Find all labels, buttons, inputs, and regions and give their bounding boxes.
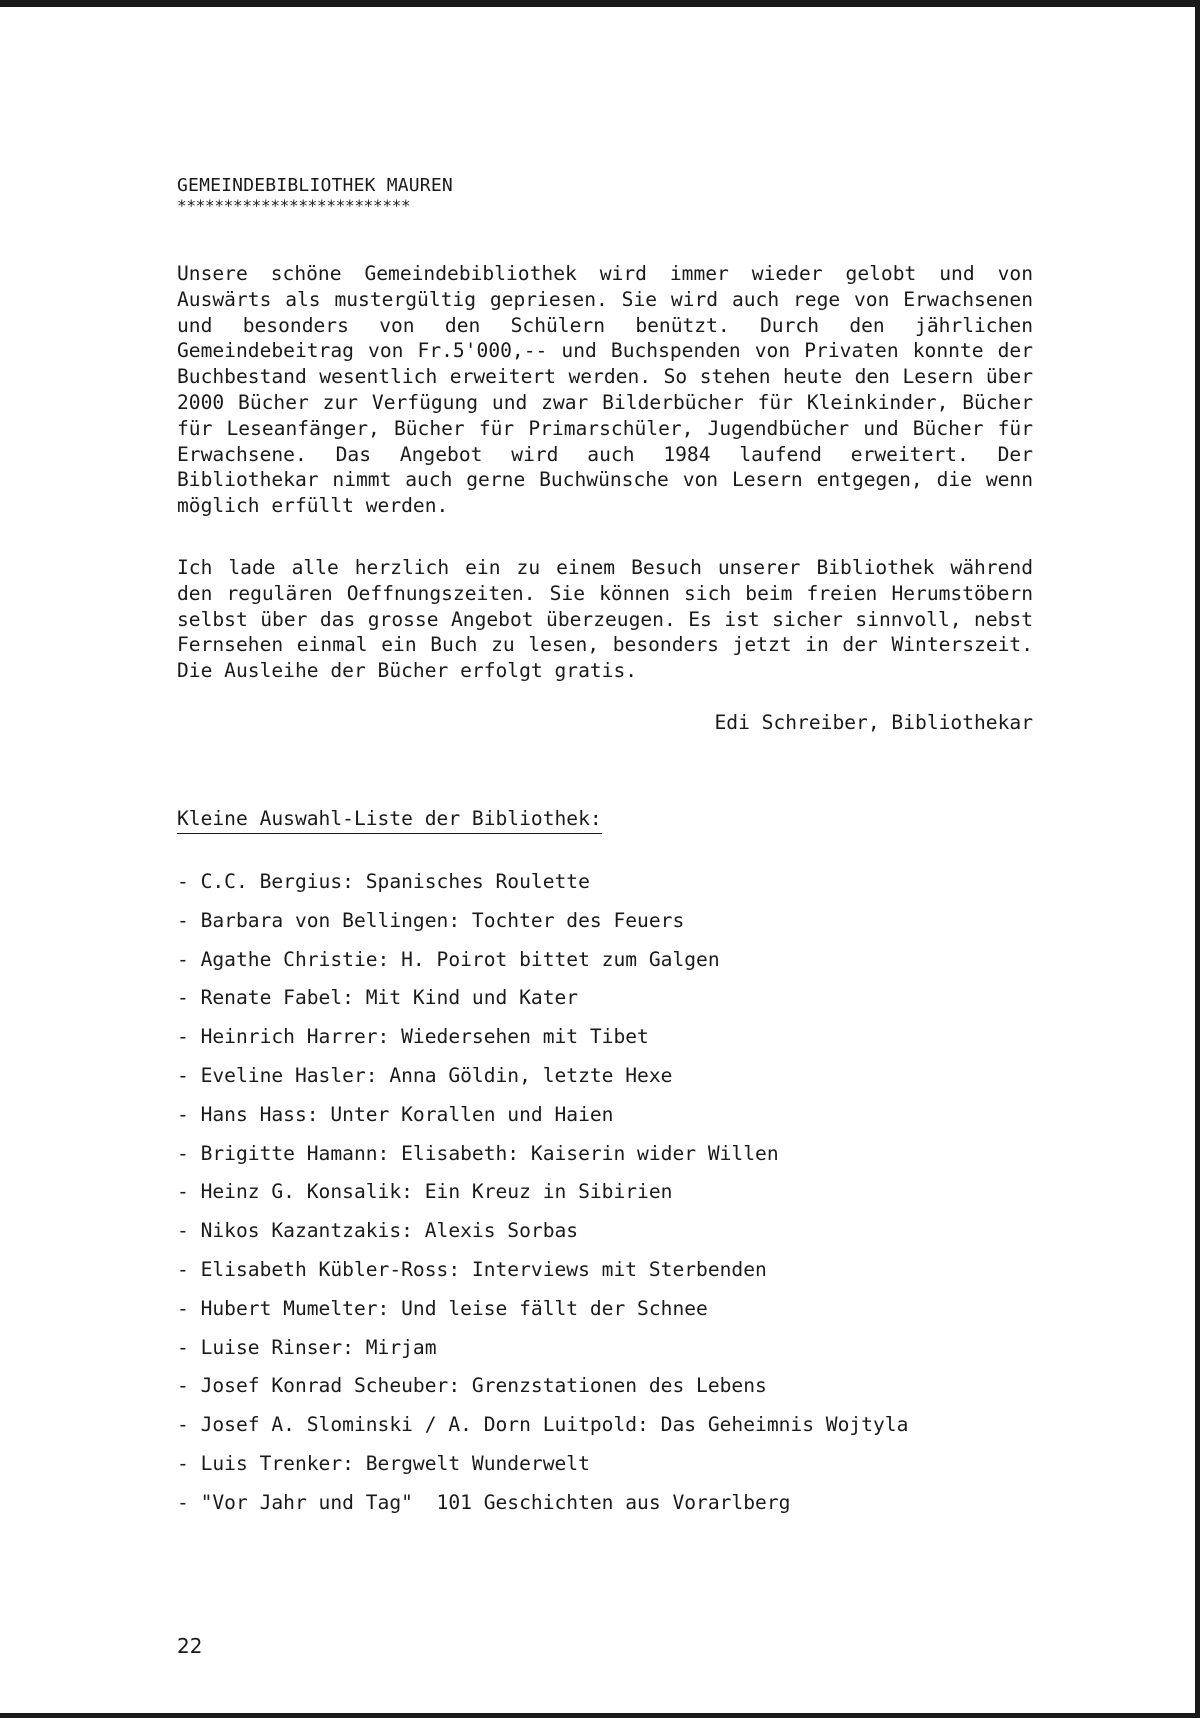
list-item: - Heinz G. Konsalik: Ein Kreuz in Sibirien [177, 1180, 673, 1204]
list-item: - "Vor Jahr und Tag" 101 Geschichten aus Vorarlberg [177, 1490, 791, 1514]
page-number: 22 [177, 1634, 203, 1658]
list-item: - Luise Rinser: Mirjam [177, 1335, 437, 1359]
list-item: - Heinrich Harrer: Wiedersehen mit Tibet [177, 1025, 649, 1049]
page-title: GEMEINDEBIBLIOTHEK MAUREN [177, 175, 453, 196]
list-item: - Josef A. Slominski / A. Dorn Luitpold: Das Geheimnis Wojtyla [177, 1413, 909, 1437]
signature: Edi Schreiber, Bibliothekar [714, 710, 1033, 734]
list-item: - C.C. Bergius: Spanisches Roulette [177, 869, 590, 893]
list-item: - Renate Fabel: Mit Kind und Kater [177, 986, 579, 1010]
paragraph-library-intro: Unsere schöne Gemeindebibliothek wird immer wieder gelobt und von Auswärts als mustergültig gepriesen. Sie wird auch rege von Erwachsenen und besonders von den Schülern benützt. Durch den jährlichen Gemeindebeitrag von Fr.5'000,-- und Buchspenden von Privaten konnte der Buchbestand wesentlich erweitert werden. So stehen heute den Lesern über 2000 Bücher zur Verfügung und zwar Bilderbücher für Kleinkinder, Bücher für Leseanfänger, Bücher für Primarschüler, Jugendbücher und Bücher für Erwachsene. Das Angebot wird auch 1984 laufend erweitert. Der Bibliothekar nimmt auch gerne Buchwünsche von Lesern entgegen, die wenn möglich erfüllt werden. [177, 262, 1033, 518]
list-item: - Barbara von Bellingen: Tochter des Feuers [177, 908, 685, 932]
scan-edge-bottom [0, 1713, 1200, 1718]
list-item: - Elisabeth Kübler-Ross: Interviews mit Sterbenden [177, 1257, 767, 1281]
list-item: - Josef Konrad Scheuber: Grenzstationen des Lebens [177, 1374, 767, 1398]
list-item: - Nikos Kazantzakis: Alexis Sorbas [177, 1219, 579, 1243]
list-item: - Brigitte Hamann: Elisabeth: Kaiserin wider Willen [177, 1141, 779, 1165]
scan-edge-top [0, 0, 1200, 7]
book-list [177, 863, 1033, 1523]
list-item: - Hans Hass: Unter Korallen und Haien [177, 1102, 614, 1126]
title-underline-stars: ************************* [177, 196, 411, 215]
scan-edge-right [1195, 0, 1200, 1718]
book-list-title: Kleine Auswahl-Liste der Bibliothek: [177, 806, 602, 834]
paragraph-invitation: Ich lade alle herzlich ein zu einem Besuch unserer Bibliothek während den regulären Oeffnungszeiten. Sie können sich beim freien Herumstöbern selbst über das grosse Angebot überzeugen. Es ist sicher sinnvoll, nebst Fernsehen einmal ein Buch zu lesen, besonders jetzt in der Winterszeit. Die Ausleihe der Bücher erfolgt gratis. [177, 555, 1033, 683]
page-content [177, 175, 1033, 1523]
list-item: - Hubert Mumelter: Und leise fällt der Schnee [177, 1296, 708, 1320]
list-item: - Luis Trenker: Bergwelt Wunderwelt [177, 1451, 590, 1475]
list-item: - Agathe Christie: H. Poirot bittet zum Galgen [177, 947, 720, 971]
list-item: - Eveline Hasler: Anna Göldin, letzte Hexe [177, 1063, 673, 1087]
